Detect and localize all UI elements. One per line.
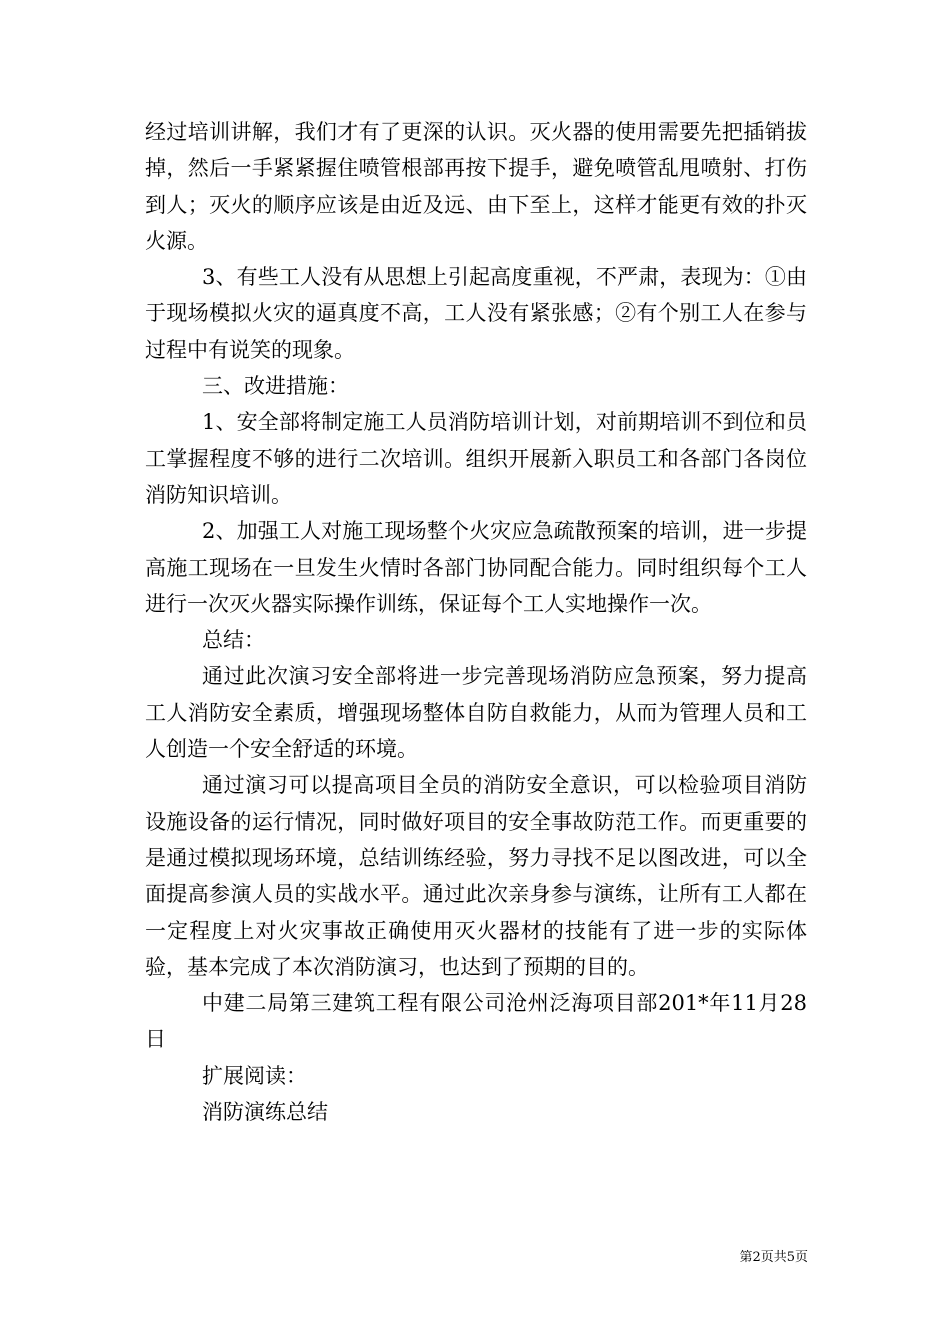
- paragraph-measure-1: 1、安全部将制定施工人员消防培训计划，对前期培训不到位和员工掌握程度不够的进行二次培训。组织开展新入职员工和各部门各岗位消防知识培训。: [145, 410, 807, 507]
- paragraph-summary-2: 通过演习可以提高项目全员的消防安全意识，可以检验项目消防设施设备的运行情况，同时做好项目的安全事故防范工作。而更重要的是通过模拟现场环境，总结训练经验，努力寻找不足以图改进，可以全面提高参演人员的实战水平。通过此次亲身参与演练，让所有工人都在一定程度上对火灾事故正确使用灭火器材的技能有了进一步的实际体验，基本完成了本次消防演习，也达到了预期的目的。: [145, 773, 807, 979]
- paragraph-signature: 中建二局第三建筑工程有限公司沧州泛海项目部201*年11月28日: [145, 991, 807, 1052]
- paragraph-point-3: 3、有些工人没有从思想上引起高度重视，不严肃，表现为：①由于现场模拟火灾的逼真度不高，工人没有紧张感；②有个别工人在参与过程中有说笑的现象。: [145, 265, 807, 362]
- paragraph-training-explanation: 经过培训讲解，我们才有了更深的认识。灭火器的使用需要先把插销拔掉，然后一手紧紧握住喷管根部再按下提手，避免喷管乱甩喷射、打伤到人；灭火的顺序应该是由近及远、由下至上，这样才能更有效的扑灭火源。: [145, 120, 807, 253]
- paragraph-measure-2: 2、加强工人对施工现场整个火灾应急疏散预案的培训，进一步提高施工现场在一旦发生火情时各部门协同配合能力。同时组织每个工人进行一次灭火器实际操作训练，保证每个工人实地操作一次。: [145, 519, 807, 616]
- page-number: 第2页共5页: [739, 1250, 808, 1265]
- heading-extended-reading: 扩展阅读：: [202, 1063, 307, 1088]
- heading-fire-drill-summary: 消防演练总结: [202, 1100, 328, 1125]
- section-heading-summary: 总结：: [202, 628, 265, 653]
- paragraph-summary-1: 通过此次演习安全部将进一步完善现场消防应急预案，努力提高工人消防安全素质，增强现场整体自防自救能力，从而为管理人员和工人创造一个安全舒适的环境。: [145, 664, 807, 762]
- document-body: [145, 114, 807, 1130]
- section-heading-improvement: 三、改进措施：: [202, 374, 349, 399]
